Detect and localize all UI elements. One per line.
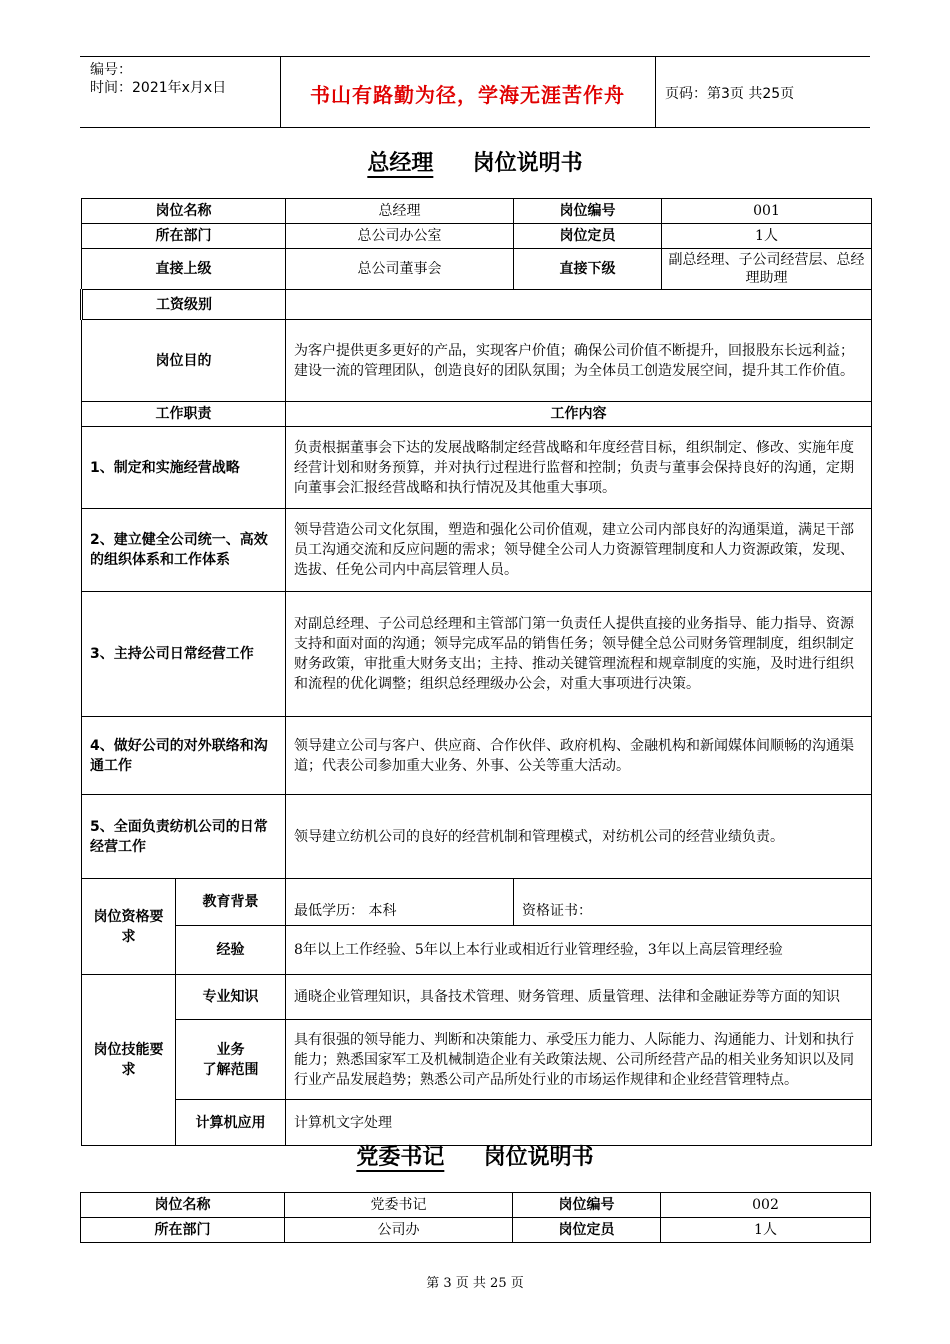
table-row xyxy=(82,290,872,320)
experience-value: 8年以上工作经验、5年以上本行业或相近行业管理经验，3年以上高层管理经验 xyxy=(286,926,872,975)
table-row xyxy=(82,795,872,879)
table-row xyxy=(82,879,872,926)
knowledge-label: 专业知识 xyxy=(176,975,286,1020)
table-row xyxy=(82,320,872,402)
table-row xyxy=(82,402,872,427)
section-title-position: 总经理 xyxy=(367,151,434,176)
post-no-label: 岗位编号 xyxy=(514,199,662,224)
table-row xyxy=(82,717,872,795)
table-row xyxy=(82,427,872,509)
section-title-suffix: 岗位说明书 xyxy=(472,151,583,176)
duty-title: 1、制定和实施经营战略 xyxy=(82,427,286,509)
purpose-label: 岗位目的 xyxy=(82,320,286,402)
document-time: 时间：2021年x月x日 xyxy=(90,80,227,96)
table-row xyxy=(82,975,872,1020)
table-row xyxy=(81,1193,871,1218)
headcount-value: 1人 xyxy=(661,1218,871,1243)
table-row xyxy=(81,1218,871,1243)
table-row xyxy=(82,926,872,975)
post-name-value: 党委书记 xyxy=(285,1193,513,1218)
page-footer: 第 3 页 共 25 页 xyxy=(426,1276,524,1291)
table-row xyxy=(82,199,872,224)
computer-value: 计算机文字处理 xyxy=(286,1100,872,1146)
experience-label: 经验 xyxy=(176,926,286,975)
header-motto: 书山有路勤为径，学海无涯苦作舟 xyxy=(310,83,625,107)
duty-title: 2、建立健全公司统一、高效的组织体系和工作体系 xyxy=(82,509,286,592)
duty-content: 领导建立纺机公司的良好的经营机制和管理模式，对纺机公司的经营业绩负责。 xyxy=(286,795,872,879)
subordinate-label: 直接下级 xyxy=(514,249,662,290)
superior-label: 直接上级 xyxy=(82,249,286,290)
table-row xyxy=(82,224,872,249)
headcount-label: 岗位定员 xyxy=(514,224,662,249)
duty-content: 领导建立公司与客户、供应商、合作伙伴、政府机构、金融机构和新闻媒体间顺畅的沟通渠道；代表公司参加重大业务、外事、公关等重大活动。 xyxy=(286,717,872,795)
business-scope-label xyxy=(176,1020,286,1100)
salary-value xyxy=(286,290,872,320)
headcount-label: 岗位定员 xyxy=(513,1218,661,1243)
section-title-suffix: 岗位说明书 xyxy=(483,1145,594,1170)
section-title-position: 党委书记 xyxy=(356,1145,445,1170)
table-row xyxy=(82,592,872,717)
business-scope-value: 具有很强的领导能力、判断和决策能力、承受压力能力、人际能力、沟通能力、计划和执行能力；熟悉国家军工及机械制造企业有关政策法规、公司所经营产品的相关业务知识以及同行业产品发展趋势；熟悉公司产品所处行业的市场运作规律和企业经营管理特点。 xyxy=(286,1020,872,1100)
duty-title: 5、全面负责纺机公司的日常经营工作 xyxy=(82,795,286,879)
section-title xyxy=(0,1140,950,1171)
post-name-label: 岗位名称 xyxy=(81,1193,285,1218)
computer-label: 计算机应用 xyxy=(176,1100,286,1146)
section-title xyxy=(0,146,950,177)
post-no-value: 002 xyxy=(661,1193,871,1218)
dept-label: 所在部门 xyxy=(81,1218,285,1243)
headcount-value: 1人 xyxy=(662,224,872,249)
knowledge-value: 通晓企业管理知识，具备技术管理、财务管理、质量管理、法律和金融证券等方面的知识 xyxy=(286,975,872,1020)
superior-value: 总公司董事会 xyxy=(286,249,514,290)
education-label: 教育背景 xyxy=(176,879,286,926)
duties-header: 工作职责 xyxy=(82,402,286,427)
business-scope-label-line1: 业务 xyxy=(216,1041,245,1058)
duty-title: 4、做好公司的对外联络和沟通工作 xyxy=(82,717,286,795)
duty-content: 负责根据董事会下达的发展战略制定经营战略和年度经营目标，组织制定、修改、实施年度经营计划和财务预算，并对执行过程进行监督和控制；负责与董事会保持良好的沟通，定期向董事会汇报经营战略和执行情况及其他重大事项。 xyxy=(286,427,872,509)
education-minimum: 最低学历： 本科 xyxy=(286,879,514,926)
document-number-label: 编号： xyxy=(90,62,132,78)
post-no-value: 001 xyxy=(662,199,872,224)
dept-label: 所在部门 xyxy=(82,224,286,249)
dept-value: 总公司办公室 xyxy=(286,224,514,249)
post-name-label: 岗位名称 xyxy=(82,199,286,224)
duty-title: 3、主持公司日常经营工作 xyxy=(82,592,286,717)
skill-label: 岗位技能要求 xyxy=(82,975,176,1146)
divider xyxy=(655,57,656,127)
purpose-value: 为客户提供更多更好的产品，实现客户价值；确保公司价值不断提升，回报股东长远利益；建设一流的管理团队，创造良好的团队氛围；为全体员工创造发展空间，提升其工作价值。 xyxy=(286,320,872,402)
page-header xyxy=(80,56,870,128)
post-no-label: 岗位编号 xyxy=(513,1193,661,1218)
table-row xyxy=(82,1100,872,1146)
job-description-table xyxy=(80,198,872,1146)
education-certificate: 资格证书： xyxy=(514,879,872,926)
subordinate-value: 副总经理、子公司经营层、总经理助理 xyxy=(662,249,872,290)
job-description-table xyxy=(80,1192,871,1243)
dept-value: 公司办 xyxy=(285,1218,513,1243)
post-name-value: 总经理 xyxy=(286,199,514,224)
duty-content: 领导营造公司文化氛围，塑造和强化公司价值观，建立公司内部良好的沟通渠道，满足干部员工沟通交流和反应问题的需求；领导健全公司人力资源管理制度和人力资源政策，发现、选拔、任免公司内中高层管理人员。 xyxy=(286,509,872,592)
qualification-label: 岗位资格要求 xyxy=(82,879,176,975)
header-page-info: 页码：第3页 共25页 xyxy=(665,86,795,102)
content-header: 工作内容 xyxy=(286,402,872,427)
table-row xyxy=(82,1020,872,1100)
table-row xyxy=(82,249,872,290)
duty-content: 对副总经理、子公司总经理和主管部门第一负责任人提供直接的业务指导、能力指导、资源支持和面对面的沟通；领导完成军品的销售任务；领导健全总公司财务管理制度，组织制定财务政策，审批重大财务支出；主持、推动关键管理流程和规章制度的实施，及时进行组织和流程的优化调整；组织总经理级办公会，对重大事项进行决策。 xyxy=(286,592,872,717)
salary-label: 工资级别 xyxy=(82,290,286,320)
table-row xyxy=(82,509,872,592)
header-meta xyxy=(90,61,226,97)
business-scope-label-line2: 了解范围 xyxy=(202,1061,259,1078)
